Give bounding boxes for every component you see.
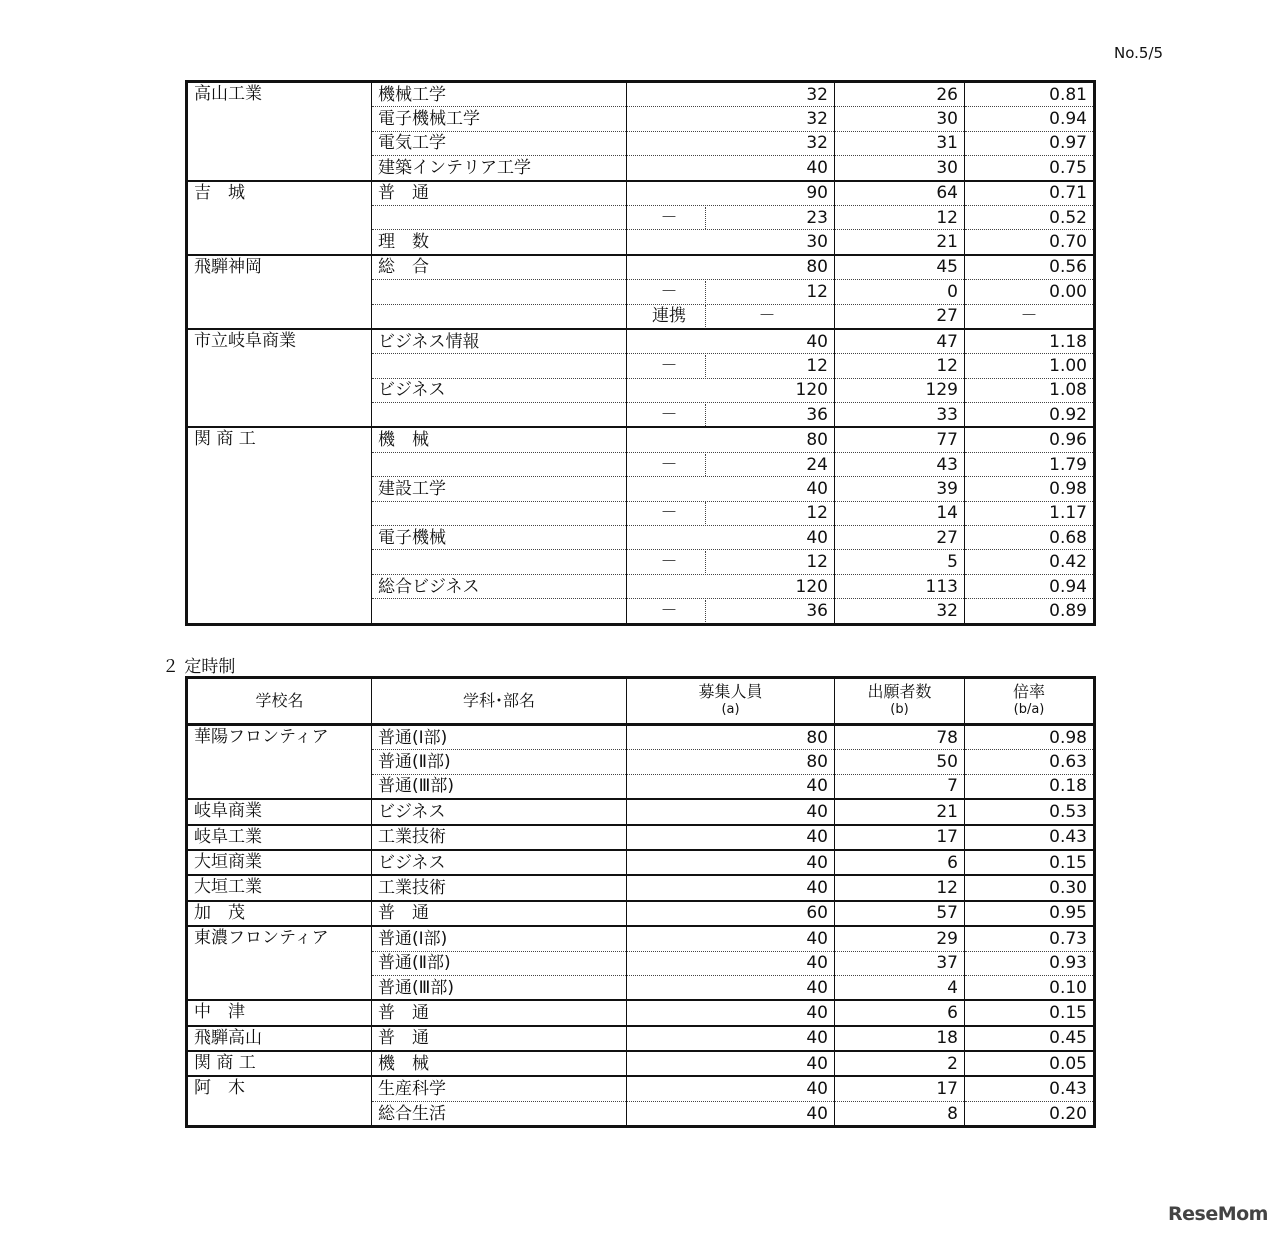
ratio-cell: 0.98 bbox=[965, 477, 1095, 501]
applicants-cell: 27 bbox=[835, 526, 965, 550]
header-capacity-label: 募集人員 bbox=[698, 682, 763, 701]
sub-label: － bbox=[633, 281, 706, 303]
applicants-cell: 6 bbox=[835, 850, 965, 875]
table-row bbox=[187, 725, 1095, 750]
capacity-split bbox=[633, 551, 828, 573]
capacity-value: 12 bbox=[806, 355, 828, 376]
applicants-cell: 8 bbox=[835, 1101, 965, 1126]
applicants-cell: 39 bbox=[835, 477, 965, 501]
applicants-cell: 50 bbox=[835, 750, 965, 774]
applicants-cell: 4 bbox=[835, 975, 965, 1000]
dept-cell: 総合生活 bbox=[372, 1101, 627, 1126]
capacity-split bbox=[633, 305, 828, 327]
dept-cell: ビジネス情報 bbox=[372, 329, 627, 354]
dept-cell: 工業技術 bbox=[372, 875, 627, 900]
ratio-cell: 0.81 bbox=[965, 82, 1095, 107]
table-row bbox=[187, 825, 1095, 850]
ratio-cell: 0.00 bbox=[965, 280, 1095, 304]
table-row bbox=[187, 1076, 1095, 1101]
ratio-cell: 0.30 bbox=[965, 875, 1095, 900]
applicants-cell: 29 bbox=[835, 926, 965, 951]
dept-cell: 工業技術 bbox=[372, 825, 627, 850]
ratio-cell: 0.15 bbox=[965, 850, 1095, 875]
capacity-cell: 40 bbox=[627, 774, 835, 799]
capacity-value: 12 bbox=[806, 503, 828, 524]
applicants-cell: 47 bbox=[835, 329, 965, 354]
capacity-cell: 32 bbox=[627, 131, 835, 155]
dept-cell bbox=[372, 280, 627, 304]
applicants-cell: 0 bbox=[835, 280, 965, 304]
dept-cell: ビジネス bbox=[372, 799, 627, 824]
dept-cell: 理 数 bbox=[372, 230, 627, 255]
sub-label: － bbox=[633, 355, 706, 377]
dept-cell: 総 合 bbox=[372, 255, 627, 280]
capacity-split bbox=[633, 404, 828, 426]
dept-cell bbox=[372, 205, 627, 229]
dept-cell: 普通(Ⅲ部) bbox=[372, 774, 627, 799]
dept-cell: ビジネス bbox=[372, 378, 627, 402]
capacity-value: － bbox=[758, 306, 776, 327]
sub-label: － bbox=[633, 404, 706, 426]
capacity-value: 24 bbox=[806, 454, 828, 475]
capacity-cell: 40 bbox=[627, 1076, 835, 1101]
applicants-cell: 6 bbox=[835, 1000, 965, 1025]
applicants-cell: 2 bbox=[835, 1051, 965, 1076]
dept-cell: 普 通 bbox=[372, 181, 627, 206]
ratio-cell: 0.18 bbox=[965, 774, 1095, 799]
school-name-cell: 吉 城 bbox=[187, 181, 372, 255]
ratio-cell: 0.52 bbox=[965, 205, 1095, 229]
ratio-cell: － bbox=[965, 304, 1095, 329]
dept-cell: 電子機械工学 bbox=[372, 107, 627, 131]
ratio-cell: 0.73 bbox=[965, 926, 1095, 951]
header-applicants-sub: (b) bbox=[890, 702, 909, 717]
dept-cell bbox=[372, 452, 627, 476]
sub-label: 連携 bbox=[633, 305, 706, 327]
school-name-cell: 東濃フロンティア bbox=[187, 926, 372, 1000]
capacity-split bbox=[633, 600, 828, 622]
applicants-cell: 45 bbox=[835, 255, 965, 280]
header-school: 学校名 bbox=[187, 678, 372, 725]
school-name-cell: 関 商 工 bbox=[187, 427, 372, 624]
applicants-cell: 5 bbox=[835, 550, 965, 574]
capacity-cell bbox=[627, 280, 835, 304]
dept-cell: 普通(Ⅰ部) bbox=[372, 725, 627, 750]
ratio-cell: 0.89 bbox=[965, 599, 1095, 624]
header-capacity bbox=[627, 678, 835, 725]
ratio-cell: 0.92 bbox=[965, 403, 1095, 428]
dept-cell: 機 械 bbox=[372, 1051, 627, 1076]
page-number: No.5/5 bbox=[1114, 44, 1164, 62]
table-row bbox=[187, 799, 1095, 824]
ratio-cell: 0.53 bbox=[965, 799, 1095, 824]
capacity-cell: 120 bbox=[627, 378, 835, 402]
capacity-cell bbox=[627, 599, 835, 624]
capacity-cell bbox=[627, 304, 835, 329]
ratio-cell: 0.97 bbox=[965, 131, 1095, 155]
table-row bbox=[187, 82, 1095, 107]
sub-label: － bbox=[633, 454, 706, 476]
applicants-cell: 33 bbox=[835, 403, 965, 428]
dept-cell: 普 通 bbox=[372, 1000, 627, 1025]
sub-label: － bbox=[633, 502, 706, 524]
sub-label: － bbox=[633, 600, 706, 622]
ratio-cell: 0.71 bbox=[965, 181, 1095, 206]
ratio-cell: 0.15 bbox=[965, 1000, 1095, 1025]
applicants-cell: 12 bbox=[835, 205, 965, 229]
ratio-cell: 0.63 bbox=[965, 750, 1095, 774]
applicants-cell: 21 bbox=[835, 799, 965, 824]
applicants-cell: 17 bbox=[835, 1076, 965, 1101]
applicants-cell: 43 bbox=[835, 452, 965, 476]
applicants-cell: 32 bbox=[835, 599, 965, 624]
dept-cell: 生産科学 bbox=[372, 1076, 627, 1101]
capacity-cell: 80 bbox=[627, 255, 835, 280]
applicants-cell: 31 bbox=[835, 131, 965, 155]
dept-cell: 建設工学 bbox=[372, 477, 627, 501]
capacity-cell: 40 bbox=[627, 875, 835, 900]
capacity-value: 12 bbox=[806, 552, 828, 573]
dept-cell bbox=[372, 403, 627, 428]
resemom-logo: ReseMom bbox=[1168, 1203, 1268, 1225]
applicants-cell: 7 bbox=[835, 774, 965, 799]
applicants-cell: 12 bbox=[835, 875, 965, 900]
capacity-cell: 40 bbox=[627, 1000, 835, 1025]
school-name-cell: 岐阜工業 bbox=[187, 825, 372, 850]
fulltime-table bbox=[185, 80, 1096, 626]
capacity-cell bbox=[627, 452, 835, 476]
school-name-cell: 飛騨高山 bbox=[187, 1026, 372, 1051]
applicants-cell: 21 bbox=[835, 230, 965, 255]
capacity-cell bbox=[627, 501, 835, 525]
table-row bbox=[187, 1051, 1095, 1076]
capacity-cell: 30 bbox=[627, 230, 835, 255]
capacity-cell: 40 bbox=[627, 850, 835, 875]
school-name-cell: 高山工業 bbox=[187, 82, 372, 181]
sub-label: － bbox=[633, 207, 706, 229]
applicants-cell: 64 bbox=[835, 181, 965, 206]
dept-cell: 普 通 bbox=[372, 901, 627, 926]
table-row bbox=[187, 850, 1095, 875]
capacity-split bbox=[633, 454, 828, 476]
capacity-cell: 40 bbox=[627, 926, 835, 951]
dept-cell bbox=[372, 304, 627, 329]
dept-cell: 普通(Ⅰ部) bbox=[372, 926, 627, 951]
ratio-cell: 0.95 bbox=[965, 901, 1095, 926]
ratio-cell: 0.05 bbox=[965, 1051, 1095, 1076]
ratio-cell: 0.56 bbox=[965, 255, 1095, 280]
school-name-cell: 加 茂 bbox=[187, 901, 372, 926]
school-name-cell: 関 商 工 bbox=[187, 1051, 372, 1076]
table-row bbox=[187, 427, 1095, 452]
dept-cell: 普通(Ⅱ部) bbox=[372, 750, 627, 774]
capacity-value: 23 bbox=[806, 207, 828, 228]
capacity-cell bbox=[627, 403, 835, 428]
sub-label: － bbox=[633, 551, 706, 573]
capacity-cell: 80 bbox=[627, 427, 835, 452]
ratio-cell: 1.18 bbox=[965, 329, 1095, 354]
school-name-cell: 華陽フロンティア bbox=[187, 725, 372, 800]
capacity-cell: 40 bbox=[627, 825, 835, 850]
ratio-cell: 0.93 bbox=[965, 951, 1095, 975]
school-name-cell: 大垣工業 bbox=[187, 875, 372, 900]
header-ratio-sub: (b/a) bbox=[1013, 702, 1045, 717]
table-row bbox=[187, 255, 1095, 280]
capacity-cell bbox=[627, 205, 835, 229]
capacity-cell: 40 bbox=[627, 1051, 835, 1076]
capacity-cell: 40 bbox=[627, 526, 835, 550]
dept-cell bbox=[372, 599, 627, 624]
dept-cell bbox=[372, 501, 627, 525]
capacity-cell: 60 bbox=[627, 901, 835, 926]
applicants-cell: 26 bbox=[835, 82, 965, 107]
capacity-cell: 40 bbox=[627, 477, 835, 501]
ratio-cell: 0.20 bbox=[965, 1101, 1095, 1126]
applicants-cell: 30 bbox=[835, 107, 965, 131]
capacity-cell: 40 bbox=[627, 1101, 835, 1126]
capacity-cell bbox=[627, 550, 835, 574]
table-row bbox=[187, 1026, 1095, 1051]
capacity-cell: 40 bbox=[627, 951, 835, 975]
applicants-cell: 113 bbox=[835, 574, 965, 598]
header-applicants-label: 出願者数 bbox=[867, 682, 932, 701]
dept-cell: 建築インテリア工学 bbox=[372, 156, 627, 181]
school-name-cell: 大垣商業 bbox=[187, 850, 372, 875]
school-name-cell: 中 津 bbox=[187, 1000, 372, 1025]
header-capacity-sub: (a) bbox=[721, 702, 740, 717]
capacity-cell: 40 bbox=[627, 1026, 835, 1051]
ratio-cell: 0.98 bbox=[965, 725, 1095, 750]
capacity-split bbox=[633, 355, 828, 377]
capacity-cell: 32 bbox=[627, 107, 835, 131]
capacity-value: 36 bbox=[806, 600, 828, 621]
ratio-cell: 0.42 bbox=[965, 550, 1095, 574]
capacity-split bbox=[633, 502, 828, 524]
applicants-cell: 129 bbox=[835, 378, 965, 402]
capacity-cell: 90 bbox=[627, 181, 835, 206]
ratio-cell: 0.45 bbox=[965, 1026, 1095, 1051]
ratio-cell: 0.70 bbox=[965, 230, 1095, 255]
dept-cell: 電子機械 bbox=[372, 526, 627, 550]
table-row bbox=[187, 901, 1095, 926]
dept-cell bbox=[372, 550, 627, 574]
ratio-cell: 0.43 bbox=[965, 1076, 1095, 1101]
capacity-cell: 80 bbox=[627, 750, 835, 774]
applicants-cell: 27 bbox=[835, 304, 965, 329]
ratio-cell: 1.00 bbox=[965, 354, 1095, 378]
applicants-cell: 14 bbox=[835, 501, 965, 525]
dept-cell: 総合ビジネス bbox=[372, 574, 627, 598]
capacity-value: 12 bbox=[806, 281, 828, 302]
school-name-cell: 飛騨神岡 bbox=[187, 255, 372, 329]
dept-cell: 機 械 bbox=[372, 427, 627, 452]
applicants-cell: 17 bbox=[835, 825, 965, 850]
applicants-cell: 78 bbox=[835, 725, 965, 750]
applicants-cell: 18 bbox=[835, 1026, 965, 1051]
capacity-cell: 120 bbox=[627, 574, 835, 598]
dept-cell bbox=[372, 354, 627, 378]
ratio-cell: 0.94 bbox=[965, 574, 1095, 598]
capacity-cell: 80 bbox=[627, 725, 835, 750]
applicants-cell: 37 bbox=[835, 951, 965, 975]
table-row bbox=[187, 181, 1095, 206]
applicants-cell: 30 bbox=[835, 156, 965, 181]
applicants-cell: 77 bbox=[835, 427, 965, 452]
table-row bbox=[187, 329, 1095, 354]
dept-cell: 普 通 bbox=[372, 1026, 627, 1051]
ratio-cell: 0.96 bbox=[965, 427, 1095, 452]
ratio-cell: 1.17 bbox=[965, 501, 1095, 525]
dept-cell: 機械工学 bbox=[372, 82, 627, 107]
capacity-split bbox=[633, 281, 828, 303]
header-applicants bbox=[835, 678, 965, 725]
capacity-split bbox=[633, 207, 828, 229]
header-dept: 学科･部名 bbox=[372, 678, 627, 725]
ratio-cell: 0.94 bbox=[965, 107, 1095, 131]
applicants-cell: 12 bbox=[835, 354, 965, 378]
header-row bbox=[187, 678, 1095, 725]
capacity-cell: 40 bbox=[627, 799, 835, 824]
dept-cell: ビジネス bbox=[372, 850, 627, 875]
parttime-table bbox=[185, 676, 1096, 1128]
capacity-value: 36 bbox=[806, 404, 828, 425]
dept-cell: 電気工学 bbox=[372, 131, 627, 155]
ratio-cell: 0.10 bbox=[965, 975, 1095, 1000]
capacity-cell: 32 bbox=[627, 82, 835, 107]
school-name-cell: 岐阜商業 bbox=[187, 799, 372, 824]
section-title-parttime: ２ 定時制 bbox=[162, 657, 236, 677]
ratio-cell: 0.43 bbox=[965, 825, 1095, 850]
capacity-cell: 40 bbox=[627, 156, 835, 181]
ratio-cell: 0.68 bbox=[965, 526, 1095, 550]
header-ratio bbox=[965, 678, 1095, 725]
header-ratio-label: 倍率 bbox=[1012, 682, 1045, 701]
capacity-cell bbox=[627, 354, 835, 378]
applicants-cell: 57 bbox=[835, 901, 965, 926]
ratio-cell: 1.08 bbox=[965, 378, 1095, 402]
table-row bbox=[187, 1000, 1095, 1025]
ratio-cell: 0.75 bbox=[965, 156, 1095, 181]
capacity-cell: 40 bbox=[627, 975, 835, 1000]
dept-cell: 普通(Ⅲ部) bbox=[372, 975, 627, 1000]
dept-cell: 普通(Ⅱ部) bbox=[372, 951, 627, 975]
capacity-cell: 40 bbox=[627, 329, 835, 354]
table-row bbox=[187, 926, 1095, 951]
school-name-cell: 市立岐阜商業 bbox=[187, 329, 372, 428]
table-row bbox=[187, 875, 1095, 900]
ratio-cell: 1.79 bbox=[965, 452, 1095, 476]
school-name-cell: 阿 木 bbox=[187, 1076, 372, 1126]
